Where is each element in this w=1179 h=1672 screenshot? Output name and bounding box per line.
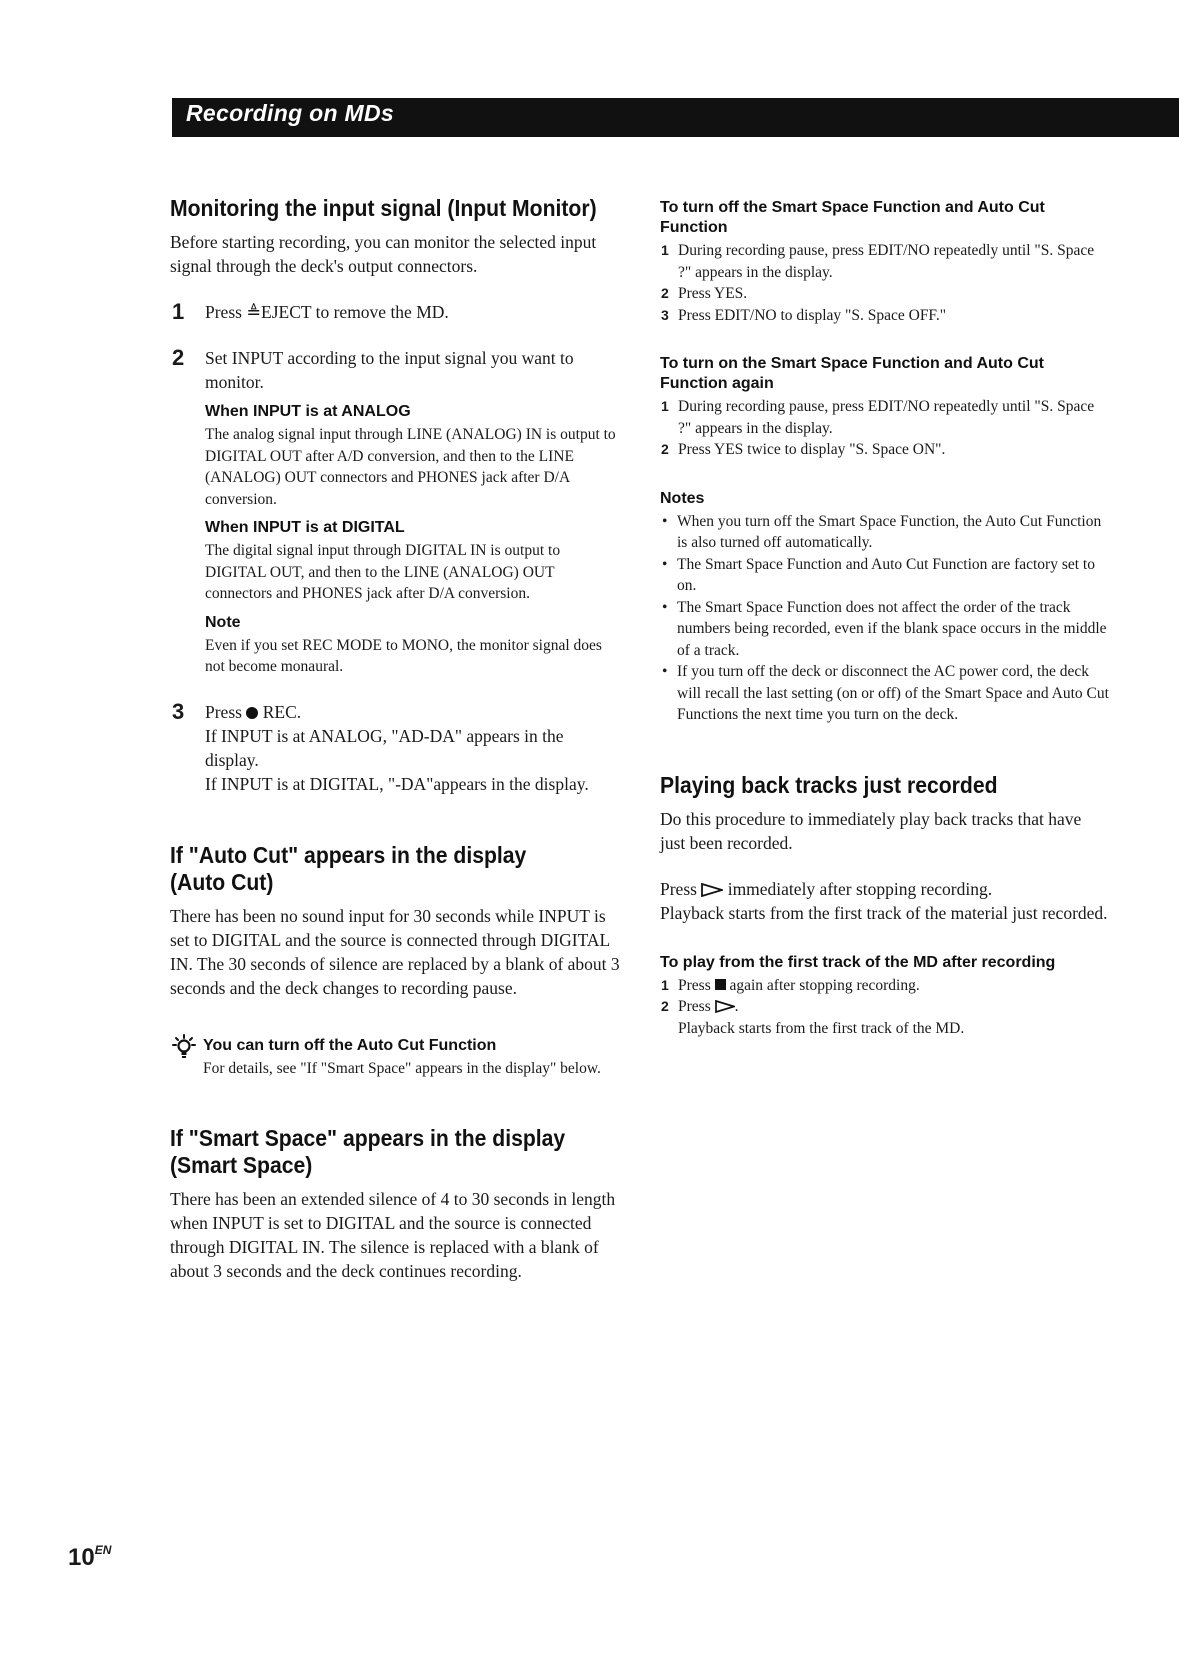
- first-track-steps: [660, 975, 1110, 1040]
- play-icon: [701, 883, 723, 897]
- record-icon: [246, 707, 258, 719]
- list-item: 1 During recording pause, press EDIT/NO repeatedly until "S. Space ?" appears in the display.: [661, 398, 1095, 437]
- note-heading: Note: [205, 613, 241, 631]
- list-item: 1 During recording pause, press EDIT/NO repeatedly until "S. Space ?" appears in the display.: [661, 242, 1095, 281]
- step-2: 2 Set INPUT according to the input signal you want to monitor. When INPUT is at ANALOG The analog signal input through LINE (ANALOG) IN is output to DIGITAL OUT after A/D conversion, and then to the LINE (ANALOG) OUT connectors and PHONES jack after D/A conversion. When INPUT is at DIGITAL The digital signal input through DIGITAL IN is output to DIGITAL OUT, and then to the LINE (ANALOG) OUT connectors and PHONES jack after D/A conversion. Note Even if you set REC MODE to MONO, the monitor signal does not become monaural.: [170, 346, 620, 678]
- smart-space-text: There has been an extended silence of 4 to 30 seconds in length when INPUT is set to DIGITAL and the source is connected through DIGITAL IN. The silence is replaced with a blank of about 3 seconds and the deck continues recording.: [170, 1189, 616, 1281]
- heading-playback: Playing back tracks just recorded: [660, 771, 998, 798]
- eject-icon: ≜: [246, 302, 261, 322]
- heading-auto-cut: If "Auto Cut" appears in the display: [170, 841, 527, 868]
- list-item: 2 Press YES twice to display "S. Space ON".: [661, 441, 946, 458]
- heading-smart-space: If "Smart Space" appears in the display: [170, 1125, 566, 1151]
- list-item: • When you turn off the Smart Space Function, the Auto Cut Function is also turned off automatically.: [660, 511, 1110, 554]
- heading-turn-on: To turn on the Smart Space Function and Auto Cut Function again: [660, 355, 1044, 392]
- playback-press: Press immediately after stopping recording.: [660, 878, 993, 899]
- step-3: 3 Press REC. If INPUT is at ANALOG, "AD-DA" appears in the display. If INPUT is at DIGITAL, "-DA"appears in the display.: [172, 698, 589, 794]
- playback-press-line2: Playback starts from the first track of the material just recorded.: [660, 902, 1108, 923]
- left-column: [170, 195, 620, 1283]
- turn-off-steps: [660, 240, 1110, 326]
- play-icon: [715, 1000, 735, 1013]
- turn-on-steps: [660, 396, 1110, 461]
- list-item: 2 Press YES.: [661, 285, 748, 302]
- heading-turn-off: To turn off the Smart Space Function and Auto Cut Function: [660, 199, 1045, 236]
- tip-heading: You can turn off the Auto Cut Function: [203, 1036, 497, 1054]
- analog-text: The analog signal input through LINE (ANALOG) IN is output to DIGITAL OUT after A/D conversion, and then to the LINE (ANALOG) OUT connectors and PHONES jack after D/A conversion.: [205, 426, 616, 508]
- list-item: • If you turn off the deck or disconnect the AC power cord, the deck will recall the last setting (on or off) of the Smart Space and Auto Cut Functions the next time you turn on the deck.: [660, 661, 1110, 726]
- list-item: 2 Press .: [661, 998, 739, 1015]
- step-number: 2: [172, 345, 185, 370]
- digital-heading: When INPUT is at DIGITAL: [205, 519, 405, 536]
- auto-cut-text: There has been no sound input for 30 seconds while INPUT is set to DIGITAL and the source is connected through DIGITAL IN. The 30 seconds of silence are replaced by a blank of about 3 seconds and the deck changes to recording pause.: [170, 905, 620, 998]
- right-column: [660, 198, 1110, 1039]
- list-item: • The Smart Space Function does not affect the order of the track numbers being recorded, even if the blank space occurs in the middle of a track.: [660, 597, 1110, 662]
- list-item: 3 Press EDIT/NO to display "S. Space OFF.": [661, 306, 947, 324]
- lightbulb-icon: [170, 1033, 198, 1061]
- tip-text: For details, see "If "Smart Space" appears in the display" below.: [203, 1059, 601, 1077]
- heading-first-track: To play from the first track of the MD after recording: [660, 953, 1056, 971]
- list-item: • The Smart Space Function and Auto Cut Function are factory set to on.: [660, 554, 1110, 597]
- monitor-intro: Before starting recording, you can monitor the selected input signal through the deck's output connectors.: [170, 232, 597, 276]
- notes-list: [660, 511, 1110, 726]
- list-item: 1 Press again after stopping recording.: [661, 976, 920, 994]
- step-number: 1: [172, 299, 185, 324]
- list-item: Playback starts from the first track of the MD.: [678, 1019, 965, 1037]
- section-header-bar: [172, 98, 1179, 137]
- heading-input-monitor: Monitoring the input signal (Input Monitor): [170, 195, 597, 221]
- section-title: Recording on MDs: [186, 100, 394, 126]
- stop-icon: [715, 979, 726, 990]
- step-1: 1 Press ≜EJECT to remove the MD.: [172, 299, 449, 324]
- heading-auto-cut-sub: (Auto Cut): [170, 868, 274, 895]
- step-number: 3: [172, 698, 185, 724]
- note-text: Even if you set REC MODE to MONO, the monitor signal does not become monaural.: [205, 636, 602, 675]
- heading-smart-space-sub: (Smart Space): [170, 1152, 313, 1178]
- digital-text: The digital signal input through DIGITAL IN is output to DIGITAL OUT, and then to the LINE (ANALOG) OUT connectors and PHONES jack after D/A conversion.: [205, 542, 561, 602]
- playback-intro: Do this procedure to immediately play back tracks that have just been recorded.: [660, 808, 1082, 853]
- analog-heading: When INPUT is at ANALOG: [205, 403, 411, 420]
- notes-heading: Notes: [660, 489, 705, 507]
- tip-block: [170, 1036, 620, 1080]
- page-number: $10^{EN}$: [68, 1543, 112, 1571]
